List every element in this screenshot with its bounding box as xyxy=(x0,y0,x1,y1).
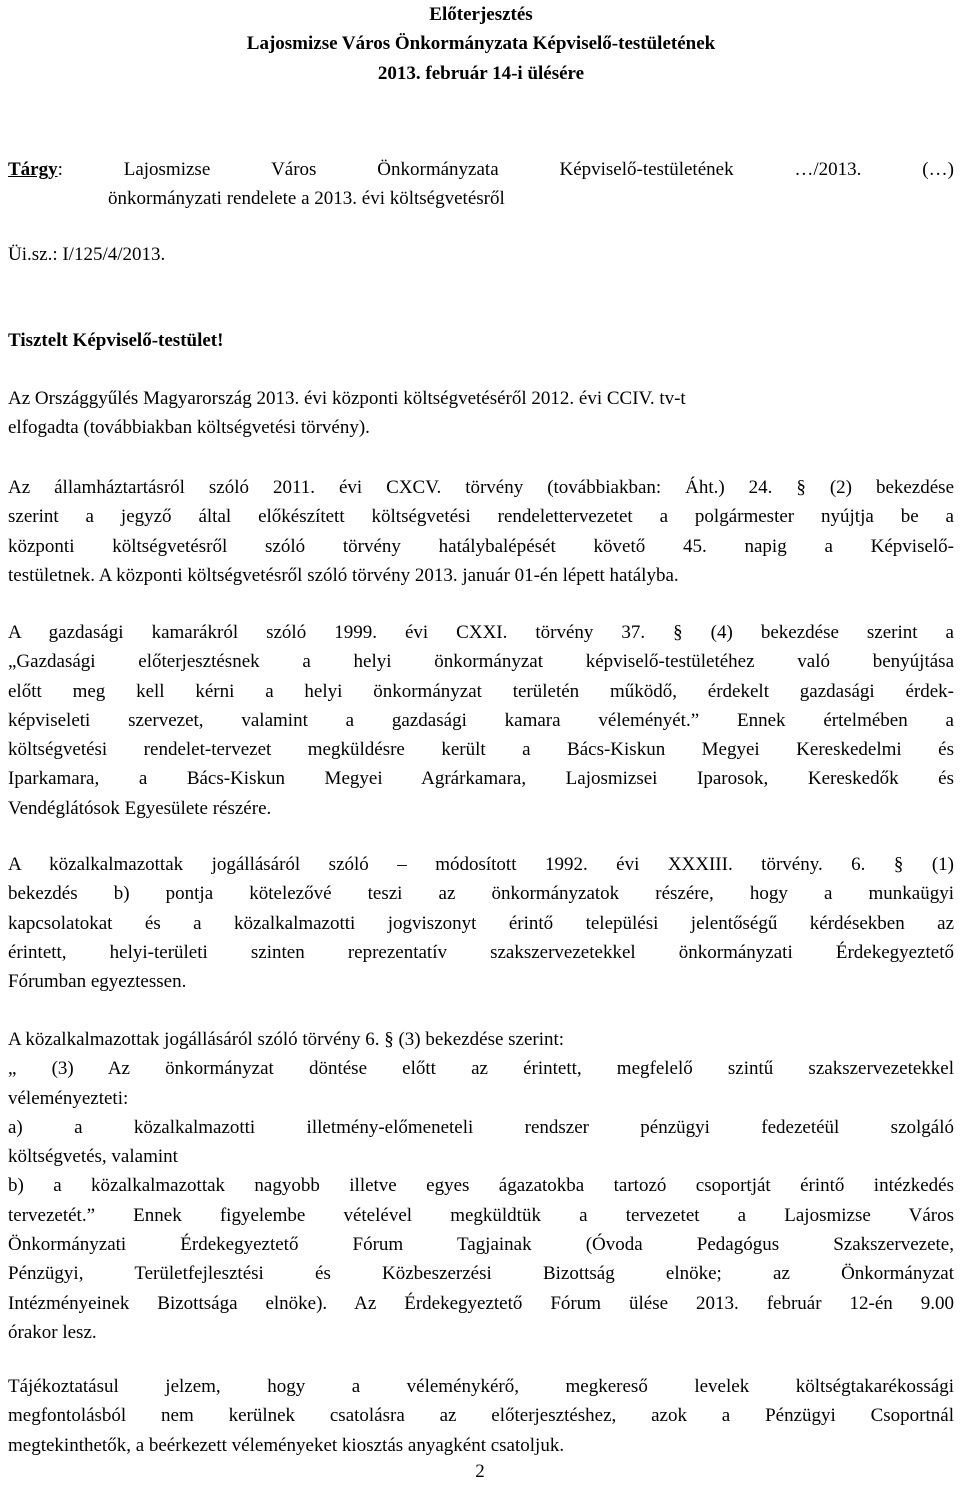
subject-word-3: Önkormányzata xyxy=(377,159,499,180)
p5-line-7: tervezetét.” Ennek figyelembe vételével megküldtük a tervezetet a Lajosmizse Város xyxy=(8,1204,954,1226)
subject-line-2: önkormányzati rendelete a 2013. évi költségvetésről xyxy=(108,188,505,210)
paragraph-2 xyxy=(8,473,954,590)
header-line-2: Lajosmizse Város Önkormányzata Képviselő-testületének xyxy=(246,33,716,55)
subject-word-5: …/2013. xyxy=(794,159,862,180)
paragraph-3 xyxy=(8,618,954,823)
p3-line-4: képviseleti szervezet, valamint a gazdasági kamara véleményét.” Ennek értelmében a xyxy=(8,709,954,731)
subject-word-4: Képviselő-testületének xyxy=(559,159,734,180)
p2-line-3: központi költségvetésről szóló törvény hatálybalépését követő 45. napig a Képviselő- xyxy=(8,535,954,557)
subject-word-6: (…) xyxy=(922,159,954,180)
page-number: 2 xyxy=(475,1461,485,1482)
subject-word-1: Lajosmizse xyxy=(123,159,211,180)
subject-line-1 xyxy=(8,155,954,184)
p5-line-11: órakor lesz. xyxy=(8,1321,97,1343)
subject-label: Tárgy xyxy=(8,159,58,180)
p3-line-3: előtt meg kell kérni a helyi önkormányzat területén működő, érdekelt gazdasági érdek- xyxy=(8,680,954,702)
p5-line-10: Intézményeinek Bizottsága elnöke). Az Érdekegyeztető Fórum ülése 2013. február 12-én 9.00 xyxy=(8,1292,954,1314)
p3-line-5: költségvetési rendelet-tervezet megküldésre került a Bács-Kiskun Megyei Kereskedelmi és xyxy=(8,739,954,761)
p6-line-1: Tájékoztatásul jelzem, hogy a véleménykérő, megkereső levelek költségtakarékossági xyxy=(8,1376,954,1397)
p5-line-1: A közalkalmazottak jogállásáról szóló törvény 6. § (3) bekezdése szerint: xyxy=(8,1029,565,1050)
p3-line-6: Iparkamara, a Bács-Kiskun Megyei Agrárkamara, Lajosmizsei Iparosok, Kereskedők és xyxy=(8,768,954,790)
file-number: Üi.sz.: I/125/4/2013. xyxy=(8,244,166,265)
p4-line-4: érintett, helyi-területi szinten reprezentatív szakszervezetekkel önkormányzati Érdekegyeztető xyxy=(8,941,954,963)
document-title: Előterjesztés xyxy=(429,4,533,25)
salutation: Tisztelt Képviselő-testület! xyxy=(8,330,224,351)
p6-line-3: megtekinthetők, a beérkezett véleményeket kiosztás anyagként csatoljuk. xyxy=(8,1434,565,1456)
p2-line-2: szerint a jegyző által előkészített költségvetési rendelettervezetet a polgármester nyújtja be a xyxy=(8,506,954,528)
paragraph-5 xyxy=(8,1025,954,1347)
paragraph-1 xyxy=(8,384,954,443)
p3-line-2: „Gazdasági előterjesztésnek a helyi önkormányzat képviselő-testületéhez való benyújtása xyxy=(8,651,954,673)
p5-line-9: Pénzügyi, Területfejlesztési és Közbeszerzési Bizottság elnöke; az Önkormányzat xyxy=(8,1263,954,1285)
subject-word-2: Város xyxy=(271,159,317,180)
p2-line-4: testületnek. A központi költségvetésről szóló törvény 2013. január 01-én lépett hatályba. xyxy=(8,564,679,586)
p3-line-7: Vendéglátósok Egyesülete részére. xyxy=(8,797,272,819)
p4-line-1: A közalkalmazottak jogállásáról szóló – módosított 1992. évi XXXIII. törvény. 6. § (1) xyxy=(8,854,954,875)
p6-line-2: megfontolásból nem kerülnek csatolásra az előterjesztéshez, azok a Pénzügyi Csoportnál xyxy=(8,1405,954,1427)
p5-line-6: b) a közalkalmazottak nagyobb illetve egyes ágazatokba tartozó csoportját érintő intézkedés xyxy=(8,1175,954,1197)
p4-line-5: Fórumban egyeztessen. xyxy=(8,971,187,993)
p1-line-1: Az Országgyűlés Magyarország 2013. évi központi költségvetéséről 2012. évi CCIV. tv-t xyxy=(8,388,686,409)
p3-line-1: A gazdasági kamarákról szóló 1999. évi CXXI. törvény 37. § (4) bekezdése szerint a xyxy=(8,622,954,643)
subject-colon: : xyxy=(57,159,63,180)
subject-section xyxy=(8,155,954,214)
p2-line-1: Az államháztartásról szóló 2011. évi CXCV. törvény (továbbiakban: Áht.) 24. § (2) bekezdése xyxy=(8,477,954,498)
p4-line-3: kapcsolatokat és a közalkalmazotti jogviszonyt érintő települési jelentőségű kérdésekben az xyxy=(8,912,954,934)
document-header xyxy=(8,0,954,88)
paragraph-6 xyxy=(8,1372,954,1460)
p4-line-2: bekezdés b) pontja kötelezővé teszi az önkormányzatok részére, hogy a munkaügyi xyxy=(8,883,954,905)
p5-line-8: Önkormányzati Érdekegyeztető Fórum Tagjainak (Óvoda Pedagógus Szakszervezete, xyxy=(8,1234,954,1256)
p1-line-2: elfogadta (továbbiakban költségvetési törvény). xyxy=(8,417,370,439)
p5-line-3: véleményezteti: xyxy=(8,1087,129,1109)
p5-line-5: költségvetés, valamint xyxy=(8,1146,178,1168)
p5-line-2: „ (3) Az önkormányzat döntése előtt az érintett, megfelelő szintű szakszervezetekkel xyxy=(8,1058,954,1080)
paragraph-4 xyxy=(8,850,954,996)
p5-line-4: a) a közalkalmazotti illetmény-előmeneteli rendszer pénzügyi fedezetéül szolgáló xyxy=(8,1116,954,1138)
header-line-3: 2013. február 14-i ülésére xyxy=(377,62,585,84)
